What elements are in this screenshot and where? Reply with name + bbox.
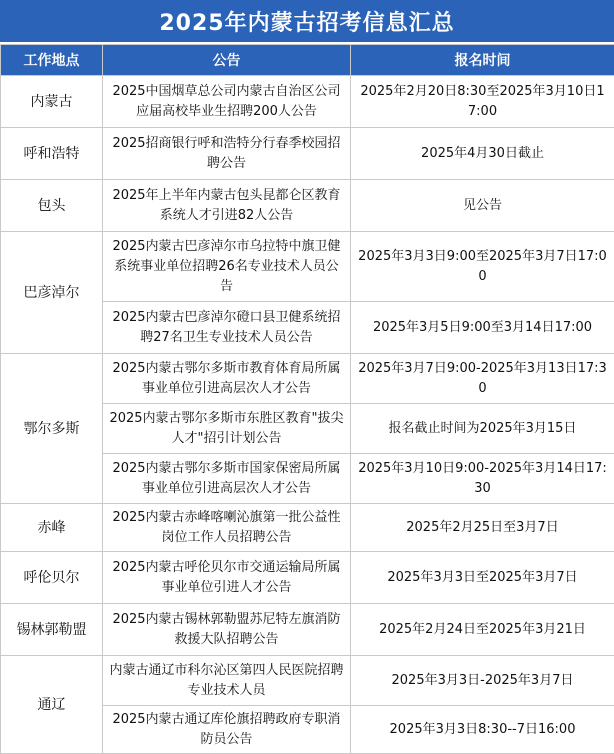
cell-time: 2025年3月10日9:00-2025年3月14日17:30 (351, 454, 614, 504)
cell-notice[interactable]: 2025内蒙古巴彦淖尔磴口县卫健系统招聘27名卫生专业技术人员公告 (103, 302, 351, 354)
cell-time: 2025年2月20日8:30至2025年3月10日17:00 (351, 76, 614, 128)
cell-notice[interactable]: 2025内蒙古鄂尔多斯市国家保密局所属事业单位引进高层次人才公告 (103, 454, 351, 504)
cell-location: 赤峰 (1, 504, 103, 552)
cell-location: 呼伦贝尔 (1, 552, 103, 604)
cell-location: 锡林郭勒盟 (1, 604, 103, 656)
cell-time: 2025年3月5日9:00至3月14日17:00 (351, 302, 614, 354)
cell-notice[interactable]: 2025内蒙古巴彦淖尔市乌拉特中旗卫健系统事业单位招聘26名专业技术人员公告 (103, 232, 351, 302)
cell-notice[interactable]: 2025年上半年内蒙古包头昆都仑区教育系统人才引进82人公告 (103, 180, 351, 232)
cell-location: 巴彦淖尔 (1, 232, 103, 354)
recruitment-table (0, 44, 614, 754)
cell-notice[interactable]: 2025中国烟草总公司内蒙古自治区公司应届高校毕业生招聘200人公告 (103, 76, 351, 128)
table-row (1, 552, 614, 604)
table-row (1, 504, 614, 552)
cell-location: 包头 (1, 180, 103, 232)
cell-notice[interactable]: 2025内蒙古呼伦贝尔市交通运输局所属事业单位引进人才公告 (103, 552, 351, 604)
cell-time: 见公告 (351, 180, 614, 232)
cell-time: 报名截止时间为2025年3月15日 (351, 404, 614, 454)
cell-time: 2025年3月3日9:00至2025年3月7日17:00 (351, 232, 614, 302)
table-row (1, 656, 614, 706)
table-row (1, 180, 614, 232)
table-row (1, 604, 614, 656)
page-title: 2025年内蒙古招考信息汇总 (0, 0, 614, 44)
table-row (1, 354, 614, 404)
cell-notice[interactable]: 2025内蒙古通辽库伦旗招聘政府专职消防员公告 (103, 706, 351, 754)
cell-location: 内蒙古 (1, 76, 103, 128)
cell-notice[interactable]: 2025内蒙古鄂尔多斯市东胜区教育"拔尖人才"招引计划公告 (103, 404, 351, 454)
table-row (1, 232, 614, 302)
cell-notice[interactable]: 2025内蒙古锡林郭勒盟苏尼特左旗消防救援大队招聘公告 (103, 604, 351, 656)
table-row (1, 76, 614, 128)
cell-time: 2025年2月24日至2025年3月21日 (351, 604, 614, 656)
cell-time: 2025年4月30日截止 (351, 128, 614, 180)
cell-time: 2025年3月3日-2025年3月7日 (351, 656, 614, 706)
cell-location: 通辽 (1, 656, 103, 754)
cell-notice[interactable]: 2025招商银行呼和浩特分行春季校园招聘公告 (103, 128, 351, 180)
header-time: 报名时间 (351, 45, 614, 76)
table-header-row (1, 45, 614, 76)
cell-notice[interactable]: 2025内蒙古鄂尔多斯市教育体育局所属事业单位引进高层次人才公告 (103, 354, 351, 404)
cell-location: 鄂尔多斯 (1, 354, 103, 504)
cell-notice[interactable]: 内蒙古通辽市科尔沁区第四人民医院招聘专业技术人员 (103, 656, 351, 706)
table-row (1, 128, 614, 180)
cell-time: 2025年3月3日至2025年3月7日 (351, 552, 614, 604)
cell-time: 2025年3月7日9:00-2025年3月13日17:30 (351, 354, 614, 404)
cell-time: 2025年3月3日8:30--7日16:00 (351, 706, 614, 754)
header-location: 工作地点 (1, 45, 103, 76)
cell-notice[interactable]: 2025内蒙古赤峰喀喇沁旗第一批公益性岗位工作人员招聘公告 (103, 504, 351, 552)
header-notice: 公告 (103, 45, 351, 76)
cell-location: 呼和浩特 (1, 128, 103, 180)
cell-time: 2025年2月25日至3月7日 (351, 504, 614, 552)
